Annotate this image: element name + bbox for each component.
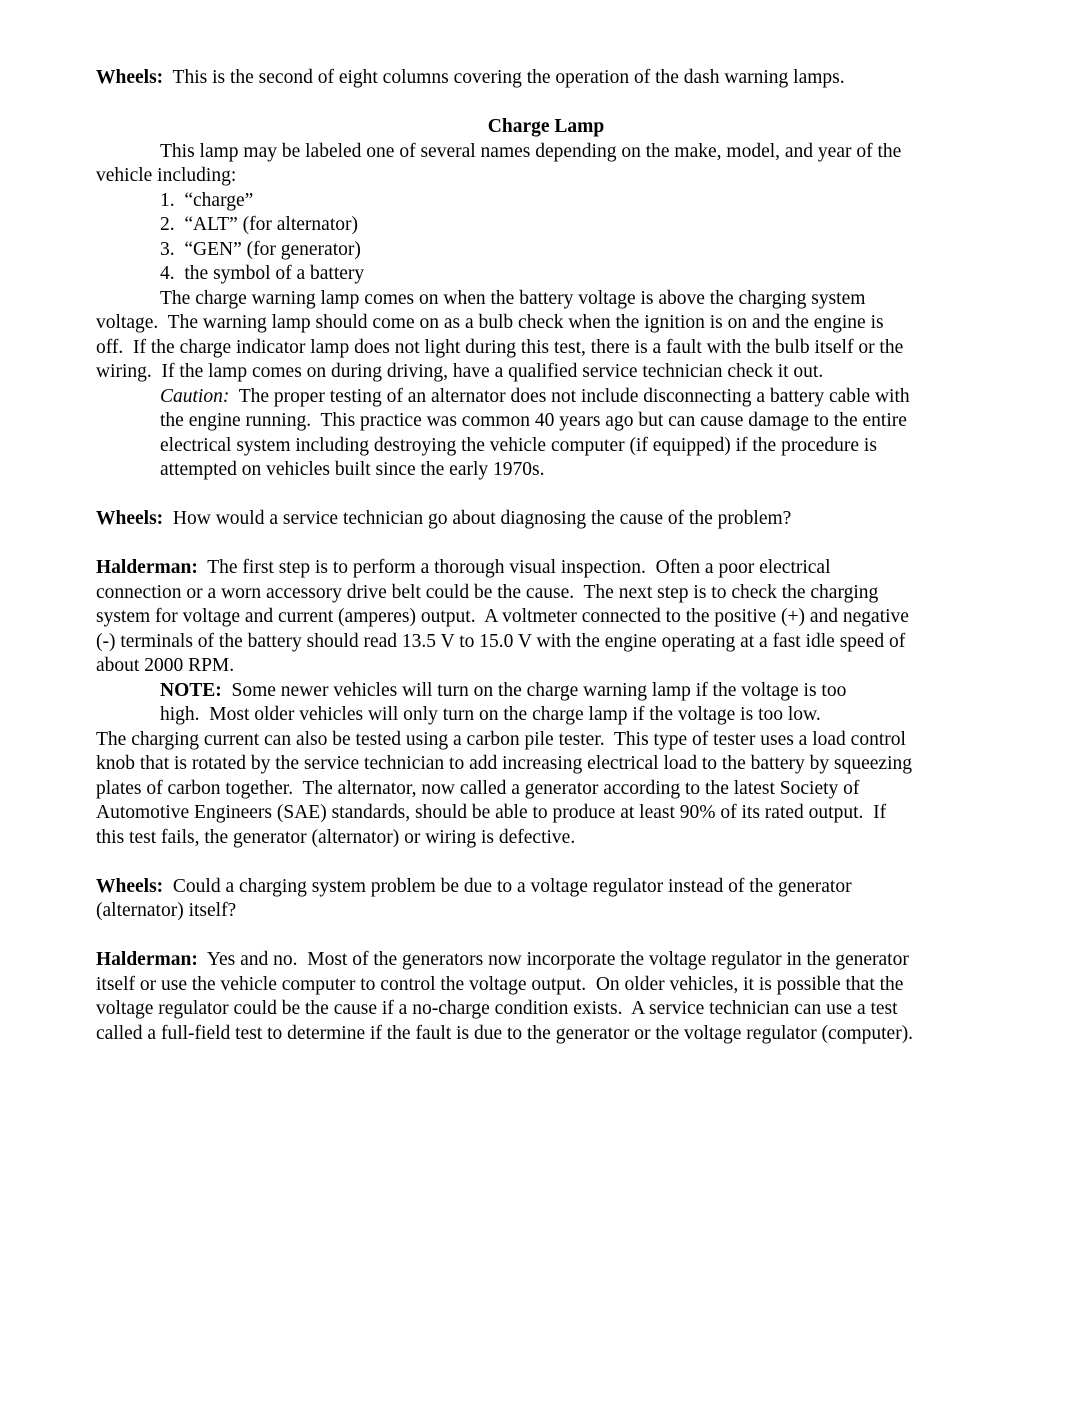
list-item: 2. “ALT” (for alternator) — [160, 214, 358, 235]
note-label: NOTE: — [160, 679, 222, 701]
speaker-label: Wheels: — [96, 875, 164, 897]
text-line: wiring. If the lamp comes on during driving, have a qualified service technician check it out. — [96, 361, 824, 382]
answer-line: Automotive Engineers (SAE) standards, should be able to produce at least 90% of its rated output. If — [96, 802, 887, 823]
answer-line: knob that is rotated by the service technician to add increasing electrical load to the battery by squeezing — [96, 753, 912, 774]
list-item: 4. the symbol of a battery — [160, 263, 365, 284]
speaker-label: Wheels: — [96, 508, 164, 529]
answer-line: system for voltage and current (amperes) output. A voltmeter connected to the positive (+) and negative — [96, 606, 909, 627]
caution-label: Caution: — [160, 385, 230, 407]
answer-line: itself or use the vehicle computer to control the voltage output. On older vehicles, it is possible that the — [96, 973, 904, 995]
answer-line: called a full-field test to determine if the fault is due to the generator or the voltage regulator (computer). — [96, 1022, 914, 1044]
caution-line: attempted on vehicles built since the early 1970s. — [160, 459, 545, 480]
question-line: Wheels: How would a service technician go about diagnosing the cause of the problem? — [96, 508, 792, 529]
answer-line: voltage regulator could be the cause if a no-charge condition exists. A service technician can use a test — [96, 998, 898, 1019]
answer-line: connection or a worn accessory drive belt could be the cause. The next step is to check the charging — [96, 581, 879, 603]
caution-line: electrical system including destroying the vehicle computer (if equipped) if the procedure is — [160, 434, 877, 456]
text-line: off. If the charge indicator lamp does not light during this test, there is a fault with the bulb itself or the — [96, 336, 904, 358]
document-page — [96, 66, 996, 1046]
intro-line: Wheels: This is the second of eight columns covering the operation of the dash warning lamps. — [96, 67, 845, 88]
note-line: high. Most older vehicles will only turn on the charge lamp if the voltage is too low. — [160, 704, 821, 725]
answer-line: Halderman: Yes and no. Most of the generators now incorporate the voltage regulator in the generator — [96, 949, 909, 970]
blank-line — [96, 532, 996, 557]
answer-line: (-) terminals of the battery should read 13.5 V to 15.0 V with the engine operating at a fast idle speed of — [96, 630, 906, 652]
speaker-label: Wheels: — [96, 67, 164, 88]
caution-line: Caution: The proper testing of an alternator does not include disconnecting a battery cable with — [160, 385, 910, 407]
answer-line: this test fails, the generator (alternator) or wiring is defective. — [96, 826, 576, 848]
blank-line — [96, 91, 996, 116]
blank-line — [96, 850, 996, 875]
section-heading: Charge Lamp — [487, 116, 605, 137]
list-item: 1. “charge” — [160, 189, 254, 211]
text-line: voltage. The warning lamp should come on as a bulb check when the ignition is on and the engine is — [96, 312, 884, 333]
answer-line: The charging current can also be tested using a carbon pile tester. This type of tester uses a load control — [96, 728, 906, 750]
answer-line: Halderman: The first step is to perform a thorough visual inspection. Often a poor electrical — [96, 557, 831, 578]
text-line: The charge warning lamp comes on when the battery voltage is above the charging system — [160, 287, 866, 309]
note-line: NOTE: Some newer vehicles will turn on the charge warning lamp if the voltage is too — [160, 679, 847, 701]
blank-line — [96, 483, 996, 508]
speaker-label: Halderman: — [96, 949, 198, 970]
question-line: Wheels: Could a charging system problem be due to a voltage regulator instead of the generator — [96, 875, 852, 897]
text-line: vehicle including: — [96, 165, 237, 186]
speaker-label: Halderman: — [96, 557, 198, 578]
answer-line: about 2000 RPM. — [96, 655, 235, 676]
question-line: (alternator) itself? — [96, 900, 237, 921]
blank-line — [96, 924, 996, 949]
text-line: This lamp may be labeled one of several names depending on the make, model, and year of the — [160, 140, 902, 162]
caution-line: the engine running. This practice was common 40 years ago but can cause damage to the entire — [160, 410, 907, 431]
answer-line: plates of carbon together. The alternator, now called a generator according to the latest Society of — [96, 777, 860, 799]
list-item: 3. “GEN” (for generator) — [160, 238, 361, 260]
